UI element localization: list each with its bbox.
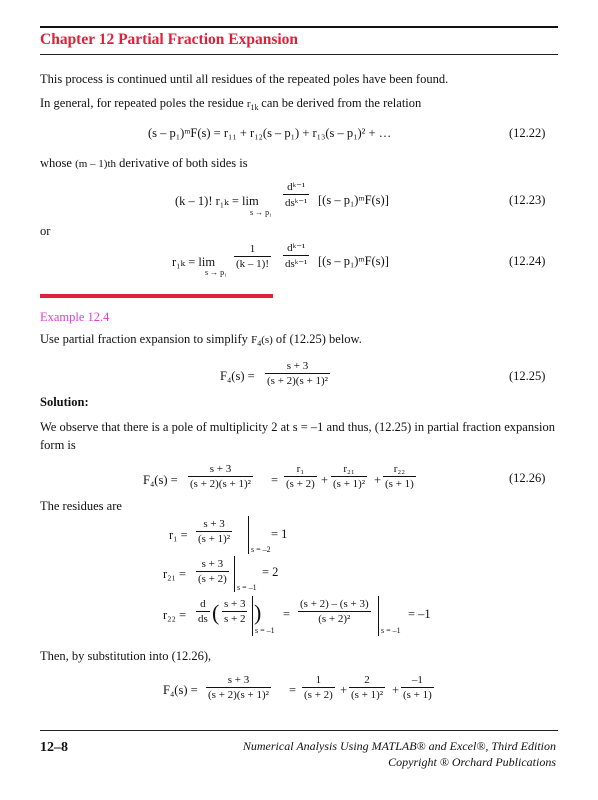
equation-12-25-fraction — [265, 360, 330, 387]
operator-numerator: dᵏ⁻¹ — [287, 181, 306, 193]
equation-number-12-23: (12.23) — [509, 193, 546, 207]
equation-12-23-lhs: (k – 1)! r₁ₖ = lim — [175, 194, 259, 208]
plus-sign: + — [374, 473, 382, 487]
equation-number-12-26: (12.26) — [509, 471, 546, 485]
fraction-denominator: (s + 1) — [385, 478, 414, 490]
footer-book-title: Numerical Analysis Using MATLAB® and Excel®, Third Edition — [242, 739, 556, 753]
equation-12-23-rhs: [(s – p₁)ᵐF(s)] — [318, 193, 389, 207]
residue-r22-quotient — [298, 598, 371, 625]
fraction-bar — [284, 476, 317, 477]
fraction-bar — [331, 476, 367, 477]
fraction-bar — [298, 611, 371, 612]
evaluation-point: s = –1 — [381, 626, 401, 635]
footer-rule — [40, 730, 558, 731]
equals-sign: = — [271, 473, 279, 487]
fraction-numerator: r₁ — [296, 463, 305, 475]
page-number: 12–8 — [40, 740, 68, 755]
fraction-numerator: s + 3 — [209, 463, 232, 475]
fraction-numerator: –1 — [411, 674, 423, 686]
fraction-denominator: (s + 2)(s + 1)² — [190, 478, 251, 490]
fraction-bar — [349, 687, 385, 688]
equation-12-25-lhs: F₄(s) = — [220, 369, 255, 383]
fraction-bar — [188, 476, 253, 477]
paragraph-residue — [40, 94, 421, 117]
paragraph-substitution: Then, by substitution into (12.26), — [40, 649, 212, 663]
plus-sign: + — [340, 683, 348, 697]
equation-number-12-24: (12.24) — [509, 254, 546, 268]
fraction-numerator: 1 — [315, 674, 322, 686]
operator-denominator: dsᵏ⁻¹ — [285, 197, 308, 209]
paragraph-multiplicity: We observe that there is a pole of multiplicity 2 at s = –1 and thus, (12.25) in partial fraction expansion form is — [40, 420, 555, 452]
fraction-bar — [196, 571, 229, 572]
function-sub: 4 — [257, 339, 262, 349]
paragraph-derivative — [40, 154, 248, 173]
factorial-fraction — [234, 243, 271, 270]
residue-r1-fraction — [196, 518, 232, 545]
final-fraction — [206, 674, 271, 701]
fraction-denominator: (s + 2) — [304, 689, 333, 701]
evaluation-bar — [248, 516, 249, 554]
residue-r21-lhs: r₂₁ = — [163, 567, 187, 581]
function-symbol — [251, 334, 273, 349]
header-rule — [40, 54, 558, 55]
right-paren: ) — [254, 600, 262, 625]
paragraph-text-end: of (12.25) below. — [275, 332, 362, 346]
equation-12-26-lhs: F₄(s) = — [143, 473, 178, 487]
fraction-denominator: (s + 1) — [403, 689, 432, 701]
residue-r: r — [246, 98, 251, 110]
residue-r1-value: = 1 — [271, 527, 288, 541]
derivative-order: (m – 1)th — [75, 158, 117, 170]
equals-sign: = — [289, 683, 297, 697]
operator-numerator: dᵏ⁻¹ — [287, 242, 306, 254]
paragraph-task — [40, 330, 362, 353]
final-term-2 — [349, 674, 385, 701]
limit-subscript: s → p₁ — [205, 268, 227, 277]
term-r22 — [383, 463, 416, 490]
fraction-numerator: s + 3 — [227, 674, 250, 686]
fraction-numerator: r₂₁ — [343, 463, 355, 475]
equation-12-26-fraction — [188, 463, 253, 490]
fraction-denominator: (k – 1)! — [236, 258, 269, 270]
example-title: Example 12.4 — [40, 310, 110, 324]
example-separator — [40, 294, 273, 298]
fraction-denominator: (s + 1)² — [351, 689, 384, 701]
left-paren: ( — [212, 600, 220, 625]
term-r1 — [284, 463, 317, 490]
evaluation-bar — [378, 596, 379, 636]
fraction-bar — [234, 256, 271, 257]
fraction-denominator: (s + 2)² — [318, 613, 351, 625]
residue-r22-lhs: r₂₂ = — [163, 608, 187, 622]
residue-r21-value: = 2 — [262, 565, 279, 579]
fraction-numerator: s + 3 — [224, 598, 246, 610]
fraction-numerator: s + 3 — [201, 558, 224, 570]
fraction-bar — [401, 687, 434, 688]
residue-r21-fraction — [196, 558, 229, 585]
evaluation-bar — [234, 556, 235, 592]
fraction-denominator: s + 2 — [224, 613, 246, 625]
derivative-operator — [283, 241, 309, 270]
top-rule — [40, 26, 558, 28]
fraction-denominator: (s + 2) — [286, 478, 315, 490]
fraction-denominator: (s + 1)² — [198, 533, 231, 545]
fraction-bar — [283, 255, 309, 256]
residue-r22-derivative — [196, 598, 210, 625]
fraction-denominator: (s + 2)(s + 1)² — [208, 689, 269, 701]
fraction-bar — [283, 194, 309, 195]
fraction-numerator: 1 — [249, 243, 256, 255]
residue-r22-value: = –1 — [408, 607, 431, 621]
chapter-title: Chapter 12 Partial Fraction Expansion — [40, 31, 299, 48]
evaluation-bar — [252, 596, 253, 636]
plus-sign: + — [392, 683, 400, 697]
residue-r22-inner-fraction — [222, 598, 247, 625]
solution-heading: Solution: — [40, 395, 89, 409]
equals-sign: = — [283, 607, 291, 621]
operator-numerator: d — [200, 598, 206, 610]
operator-denominator: dsᵏ⁻¹ — [285, 258, 308, 270]
equation-12-22: (s – p₁)ᵐF(s) = r₁₁ + r₁₂(s – p₁) + r₁₃(s – p₁)² + … — [148, 126, 392, 140]
paragraph-continue: This process is continued until all residues of the repeated poles have been found. — [40, 72, 449, 86]
footer-copyright: Copyright ® Orchard Publications — [388, 755, 556, 769]
evaluation-point: s = –1 — [237, 583, 257, 592]
term-r21 — [331, 463, 367, 490]
fraction-bar — [196, 531, 232, 532]
paragraph-text: Use partial fraction expansion to simplify — [40, 332, 248, 346]
fraction-numerator: 2 — [364, 674, 370, 686]
evaluation-point: s = –1 — [255, 626, 275, 635]
residue-sub: 1k — [250, 103, 259, 113]
fraction-bar — [265, 373, 330, 374]
final-term-1 — [302, 674, 335, 701]
residue-r1-lhs: r₁ = — [169, 528, 188, 542]
fraction-numerator: s + 3 — [286, 360, 309, 372]
paragraph-text-end: derivative of both sides is — [119, 156, 248, 170]
final-term-3 — [401, 674, 434, 701]
fraction-bar — [302, 687, 335, 688]
fraction-bar — [383, 476, 416, 477]
paragraph-text: whose — [40, 156, 72, 170]
paragraph-text-end: can be derived from the relation — [261, 96, 422, 110]
fraction-numerator: r₂₂ — [393, 463, 406, 475]
fraction-numerator: (s + 2) – (s + 3) — [300, 598, 369, 610]
fraction-denominator: (s + 1)² — [333, 478, 366, 490]
final-lhs: F₄(s) = — [163, 683, 198, 697]
function-arg: (s) — [261, 334, 273, 346]
limit-subscript: s → p₁ — [250, 208, 272, 217]
equation-number-12-25: (12.25) — [509, 369, 546, 383]
fraction-numerator: s + 3 — [203, 518, 225, 530]
fraction-bar — [206, 687, 271, 688]
residue-symbol — [246, 98, 261, 113]
function-letter: F — [251, 334, 258, 346]
evaluation-point: s = –2 — [251, 545, 271, 554]
equation-number-12-22: (12.22) — [509, 126, 546, 140]
equation-12-24-lhs: r₁ₖ = lim — [172, 255, 216, 269]
operator-denominator: ds — [198, 613, 208, 625]
fraction-bar — [222, 611, 247, 612]
equation-12-24-rhs: [(s – p₁)ᵐF(s)] — [318, 254, 389, 268]
paragraph-or: or — [40, 224, 51, 238]
derivative-operator — [283, 180, 309, 209]
plus-sign: + — [321, 473, 329, 487]
fraction-bar — [196, 611, 210, 612]
paragraph-residues: The residues are — [40, 499, 122, 513]
fraction-denominator: (s + 2) — [198, 573, 227, 585]
fraction-denominator: (s + 2)(s + 1)² — [267, 375, 328, 387]
paragraph-text: In general, for repeated poles the residue — [40, 96, 244, 110]
